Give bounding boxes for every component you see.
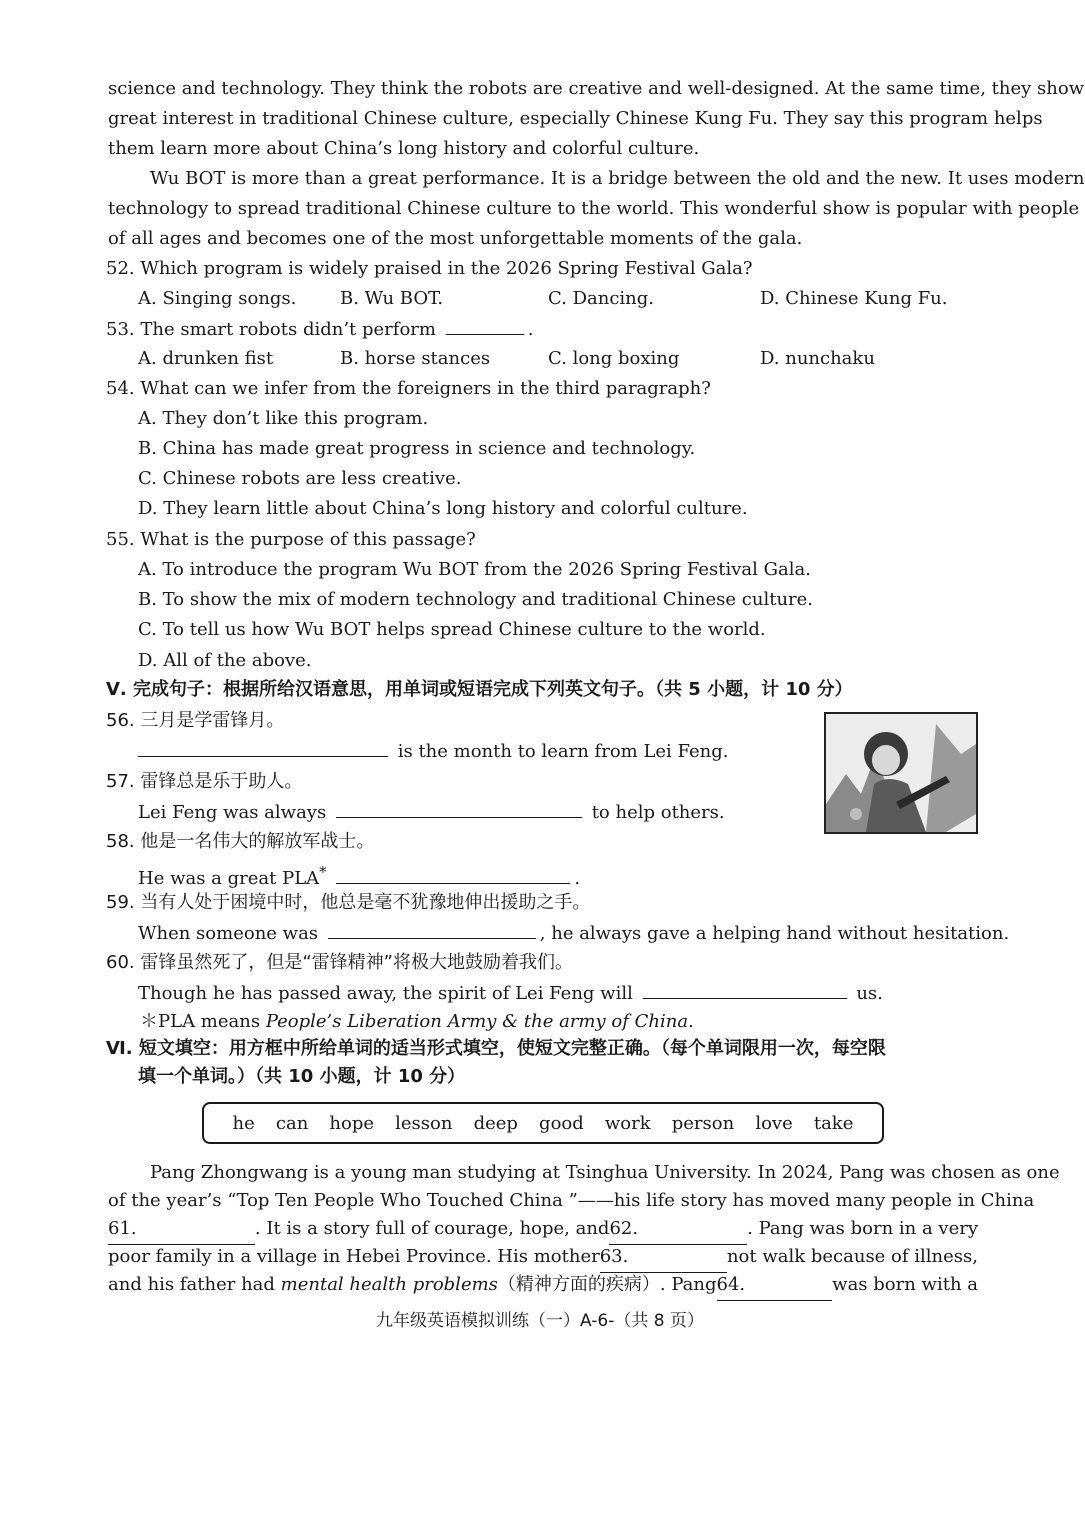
passage-line-63 bbox=[108, 1242, 978, 1273]
passage-italic: mental health problems bbox=[280, 1274, 498, 1295]
passage-line: technology to spread traditional Chinese culture to the world. This wonderful show is popular with people bbox=[108, 198, 1080, 219]
option-b[interactable]: B. horse stances bbox=[340, 348, 491, 369]
passage-cn-gloss: （精神方面的疾病） bbox=[497, 1274, 660, 1295]
passage-text: . It is a story full of courage, hope, and bbox=[254, 1218, 610, 1239]
sentence-text: . bbox=[574, 868, 581, 889]
blank-number: 61. bbox=[108, 1218, 137, 1239]
blank-number: 63. bbox=[599, 1246, 629, 1267]
word-box-item: love bbox=[755, 1112, 793, 1134]
answer-blank[interactable] bbox=[643, 978, 847, 999]
passage-text: poor family in a village in Hebei Province. His mother bbox=[108, 1246, 600, 1267]
question-52 bbox=[106, 254, 974, 284]
en-sentence-60 bbox=[138, 978, 1006, 1009]
passage-text: . Pang bbox=[659, 1274, 717, 1295]
question-number: 55. bbox=[106, 529, 135, 550]
question-55 bbox=[106, 525, 974, 555]
cn-prompt-56: 56. 三月是学雷锋月。 bbox=[106, 710, 285, 731]
cn-prompt-58: 58. 他是一名伟大的解放军战士。 bbox=[106, 831, 375, 852]
word-box-item: person bbox=[671, 1112, 735, 1134]
passage-line: great interest in traditional Chinese culture, especially Chinese Kung Fu. They say this program helps bbox=[108, 108, 1043, 129]
section-6-heading-line1: Ⅵ. 短文填空：用方框中所给单词的适当形式填空，使短文完整正确。（每个单词限用一次，每空限 bbox=[106, 1038, 886, 1059]
footnote bbox=[140, 1007, 1008, 1037]
passage-line: Pang Zhongwang is a young man studying at Tsinghua University. In 2024, Pang was chosen as one bbox=[150, 1162, 1060, 1183]
passage-text: . Pang was born in a very bbox=[747, 1218, 978, 1239]
section-5-heading: Ⅴ. 完成句子：根据所给汉语意思，用单词或短语完成下列英文句子。（共 5 小题，计 10 分） bbox=[106, 679, 853, 700]
passage-text: and his father had bbox=[108, 1274, 275, 1295]
word-box-item: lesson bbox=[395, 1112, 453, 1134]
option-b[interactable]: B. China has made great progress in science and technology. bbox=[138, 438, 696, 459]
option-a[interactable]: A. To introduce the program Wu BOT from the 2026 Spring Festival Gala. bbox=[138, 559, 811, 580]
question-stem: The smart robots didn’t perform bbox=[140, 319, 436, 340]
passage-line: science and technology. They think the robots are creative and well-designed. At the same time, they show bbox=[108, 78, 1085, 99]
sentence-text: Lei Feng was always bbox=[138, 802, 327, 823]
lei-feng-photo bbox=[824, 712, 978, 834]
option-d[interactable]: D. nunchaku bbox=[760, 348, 875, 369]
answer-blank-64[interactable] bbox=[717, 1270, 833, 1301]
word-box-item: he bbox=[232, 1112, 255, 1134]
answer-blank[interactable] bbox=[138, 736, 388, 757]
sentence-text: He was a great PLA bbox=[138, 868, 320, 889]
blank-number: 64. bbox=[716, 1274, 746, 1295]
option-c[interactable]: C. Dancing. bbox=[548, 288, 655, 309]
passage-line: of the year’s “Top Ten People Who Touched China ”——his life story has moved many people in China bbox=[108, 1190, 1035, 1211]
passage-line: them learn more about China’s long history and colorful culture. bbox=[108, 138, 700, 159]
sentence-text: Though he has passed away, the spirit of Lei Feng will bbox=[138, 983, 633, 1004]
sentence-text: is the month to learn from Lei Feng. bbox=[397, 741, 729, 762]
word-box-item: take bbox=[813, 1112, 854, 1134]
option-d[interactable]: D. Chinese Kung Fu. bbox=[760, 288, 948, 309]
page-footer: 九年级英语模拟训练（一）A-6-（共 8 页） bbox=[376, 1311, 704, 1331]
passage-text bbox=[108, 1270, 717, 1301]
cn-prompt-57: 57. 雷锋总是乐于助人。 bbox=[106, 771, 303, 792]
question-stem: What is the purpose of this passage? bbox=[140, 529, 476, 550]
question-stem: Which program is widely praised in the 2026 Spring Festival Gala? bbox=[140, 258, 753, 279]
option-d[interactable]: D. All of the above. bbox=[138, 650, 312, 671]
option-a[interactable]: A. drunken fist bbox=[138, 348, 274, 369]
question-number: 53. bbox=[106, 319, 135, 340]
option-b[interactable]: B. Wu BOT. bbox=[340, 288, 444, 309]
answer-blank-62[interactable] bbox=[609, 1214, 747, 1245]
word-box-item: can bbox=[275, 1112, 309, 1134]
cn-prompt-59: 59. 当有人处于困境中时，他总是毫不犹豫地伸出援助之手。 bbox=[106, 892, 591, 913]
word-box bbox=[202, 1102, 884, 1144]
question-53 bbox=[106, 314, 974, 345]
footnote-prefix: ＊PLA means bbox=[140, 1011, 261, 1032]
cn-prompt-60: 60. 雷锋虽然死了，但是“雷锋精神”将极大地鼓励着我们。 bbox=[106, 952, 573, 973]
section-6-heading-line2: 填一个单词。）（共 10 小题，计 10 分） bbox=[138, 1066, 466, 1087]
question-number: 54. bbox=[106, 378, 135, 399]
passage-text: not walk because of illness, bbox=[726, 1246, 978, 1267]
sentence-text: us. bbox=[856, 983, 883, 1004]
sentence-text: to help others. bbox=[591, 802, 725, 823]
sentence-text: , he always gave a helping hand without hesitation. bbox=[539, 923, 1010, 944]
question-number: 52. bbox=[106, 258, 135, 279]
question-stem-end: . bbox=[527, 319, 534, 340]
answer-blank[interactable] bbox=[336, 797, 582, 818]
options-52 bbox=[138, 284, 976, 314]
answer-blank-61[interactable] bbox=[108, 1214, 255, 1245]
en-sentence-59 bbox=[138, 918, 1010, 949]
blank-number: 62. bbox=[609, 1218, 639, 1239]
word-box-item: work bbox=[604, 1112, 651, 1134]
word-box-item: deep bbox=[473, 1112, 518, 1134]
question-54 bbox=[106, 374, 974, 404]
answer-blank[interactable] bbox=[446, 314, 524, 335]
option-c[interactable]: C. Chinese robots are less creative. bbox=[138, 468, 462, 489]
en-sentence-58: He was a great PLA* . bbox=[138, 863, 581, 889]
passage-text: was born with a bbox=[832, 1274, 978, 1295]
passage-line-64 bbox=[108, 1270, 978, 1301]
word-box-item: hope bbox=[329, 1112, 375, 1134]
sentence-text: When someone was bbox=[138, 923, 319, 944]
options-53 bbox=[138, 344, 976, 374]
question-stem: What can we infer from the foreigners in the third paragraph? bbox=[140, 378, 711, 399]
option-c[interactable]: C. To tell us how Wu BOT helps spread Chinese culture to the world. bbox=[138, 619, 766, 640]
portrait-illustration bbox=[826, 714, 976, 832]
option-c[interactable]: C. long boxing bbox=[548, 348, 680, 369]
word-box-item: good bbox=[539, 1112, 584, 1134]
option-a[interactable]: A. Singing songs. bbox=[138, 288, 297, 309]
option-b[interactable]: B. To show the mix of modern technology and traditional Chinese culture. bbox=[138, 589, 814, 610]
passage-line: of all ages and becomes one of the most unforgettable moments of the gala. bbox=[108, 228, 803, 249]
option-a[interactable]: A. They don’t like this program. bbox=[138, 408, 429, 429]
answer-blank[interactable] bbox=[336, 863, 570, 884]
passage-line-61-62 bbox=[108, 1214, 978, 1245]
answer-blank-63[interactable] bbox=[600, 1242, 727, 1273]
option-d[interactable]: D. They learn little about China’s long history and colorful culture. bbox=[138, 498, 748, 519]
passage-line: Wu BOT is more than a great performance. It is a bridge between the old and the new. It uses modern bbox=[150, 168, 1085, 189]
footnote-italic: People’s Liberation Army & the army of China. bbox=[265, 1011, 694, 1032]
answer-blank[interactable] bbox=[328, 918, 536, 939]
